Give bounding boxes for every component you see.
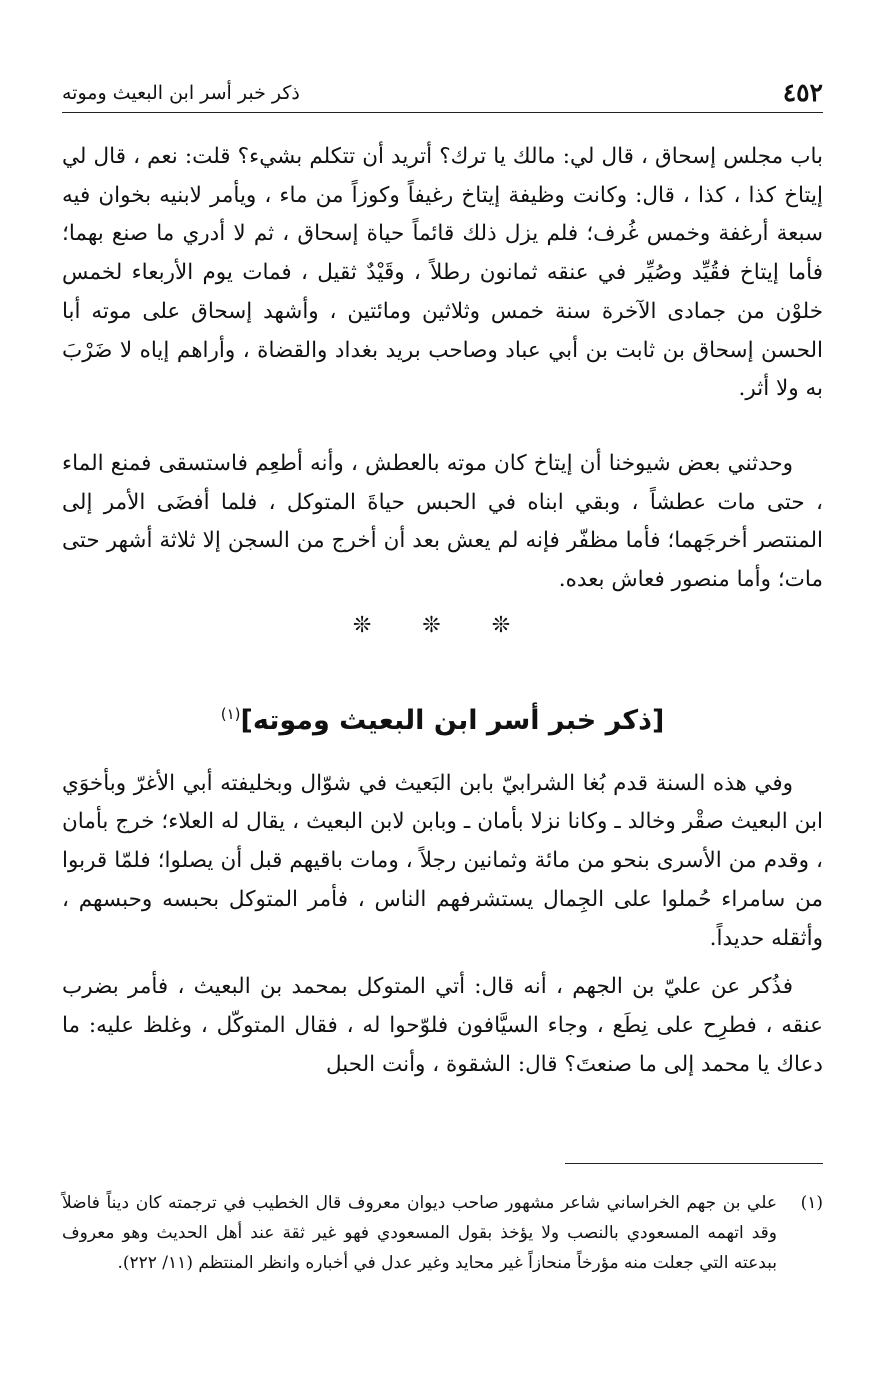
footnote-separator <box>565 1163 823 1164</box>
section-divider-ornament: ❊ ❊ ❊ <box>352 612 533 638</box>
paragraph-3: وفي هذه السنة قدم بُغا الشرابيّ بابن البَعيث في شوّال وبخليفته أبي الأغرّ وبأخوَي ابن البعيث صقْر وخالد ـ وكانا نزلا بأمان ـ وبابن لابن البعيث ، يقال له العلاء؛ خرج بأمان ، وقدم من الأسرى بنحو من مائة وثمانين رجلاً ، ومات باقيهم قبل أن يصلوا؛ فلمّا قربوا من سامراء حُملوا على الجِمال يستشرفهم الناس ، فأمر المتوكل بحبسه وحبسهم ، وأثقله حديداً. <box>62 770 823 951</box>
book-page <box>62 0 823 1388</box>
footnote <box>62 1188 823 1278</box>
running-header <box>62 72 823 113</box>
page-number: ٤٥٢ <box>782 78 823 107</box>
running-title: ذكر خبر أسر ابن البعيث وموته <box>62 82 300 104</box>
section-heading-text: [ذكر خبر أسر ابن البعيث وموته] <box>240 704 665 736</box>
footnote-number: (١) <box>800 1193 823 1213</box>
paragraph-1: باب مجلس إسحاق ، قال لي: مالك يا ترك؟ أتريد أن تتكلم بشيء؟ قلت: نعم ، قال لي إيتاخ كذا ، كذا ، قال: وكانت وظيفة إيتاخ رغيفاً وكوزاً من ماء ، ويأمر لابنيه بخوان فيه سبعة أرغفة وخمس غُرف؛ فلم يزل ذلك قائماً حياة إسحاق ، ثم لا أدري ما صنع بهما؛ فأما إيتاخ فقُيِّد وصُيِّر في عنقه ثمانون رطلاً ، وقَيْدٌ ثقيل ، فمات يوم الأربعاء لخمس خلوْن من جمادى الآخرة سنة خمس وثلاثين ومائتين ، وأشهد إسحاق على موته أبا الحسن إسحاق بن ثابت بن أبي عباد وصاحب بريد بغداد والقضاة ، وأراهم إياه لا ضَرْبَ به ولا أثر. <box>62 144 823 402</box>
main-text <box>62 138 823 1084</box>
footnote-reference-mark: (١) <box>220 704 241 723</box>
footnote-text: علي بن جهم الخراساني شاعر مشهور صاحب ديوان معروف قال الخطيب في ترجمته كان ديناً فاضلاً وقد اتهمه المسعودي بالنصب ولا يؤخذ بقول المسعودي فهو غير ثقة عند أهل الحديث وهو معروف ببدعته التي جعلت منه مؤرخاً منحازاً غير محايد وغير عدل في أخباره وانظر المنتظم (١١/ ٢٢٢). <box>62 1193 777 1273</box>
section-heading <box>62 692 823 743</box>
paragraph-2: وحدثني بعض شيوخنا أن إيتاخ كان موته بالعطش ، وأنه أطعِم فاستسقى فمنع الماء ، حتى مات عطشاً ، وبقي ابناه في الحبس حياةَ المتوكل ، فلما أفضَى الأمر إلى المنتصر أخرجَهما؛ فأما مظفّر فإنه لم يعش بعد أن أخرج من السجن إلا ثلاثة أشهر حتى مات؛ وأما منصور فعاش بعده. <box>62 450 823 593</box>
paragraph-4: فذُكر عن عليّ بن الجهم ، أنه قال: أتي المتوكل بمحمد بن البعيث ، فأمر بضرب عنقه ، فطرِح على نِطَع ، وجاء السيَّافون فلوّحوا له ، فقال المتوكّل ، وغلظ عليه: ما دعاك يا محمد إلى ما صنعتَ؟ قال: الشقوة ، وأنت الحبل <box>62 974 823 1077</box>
